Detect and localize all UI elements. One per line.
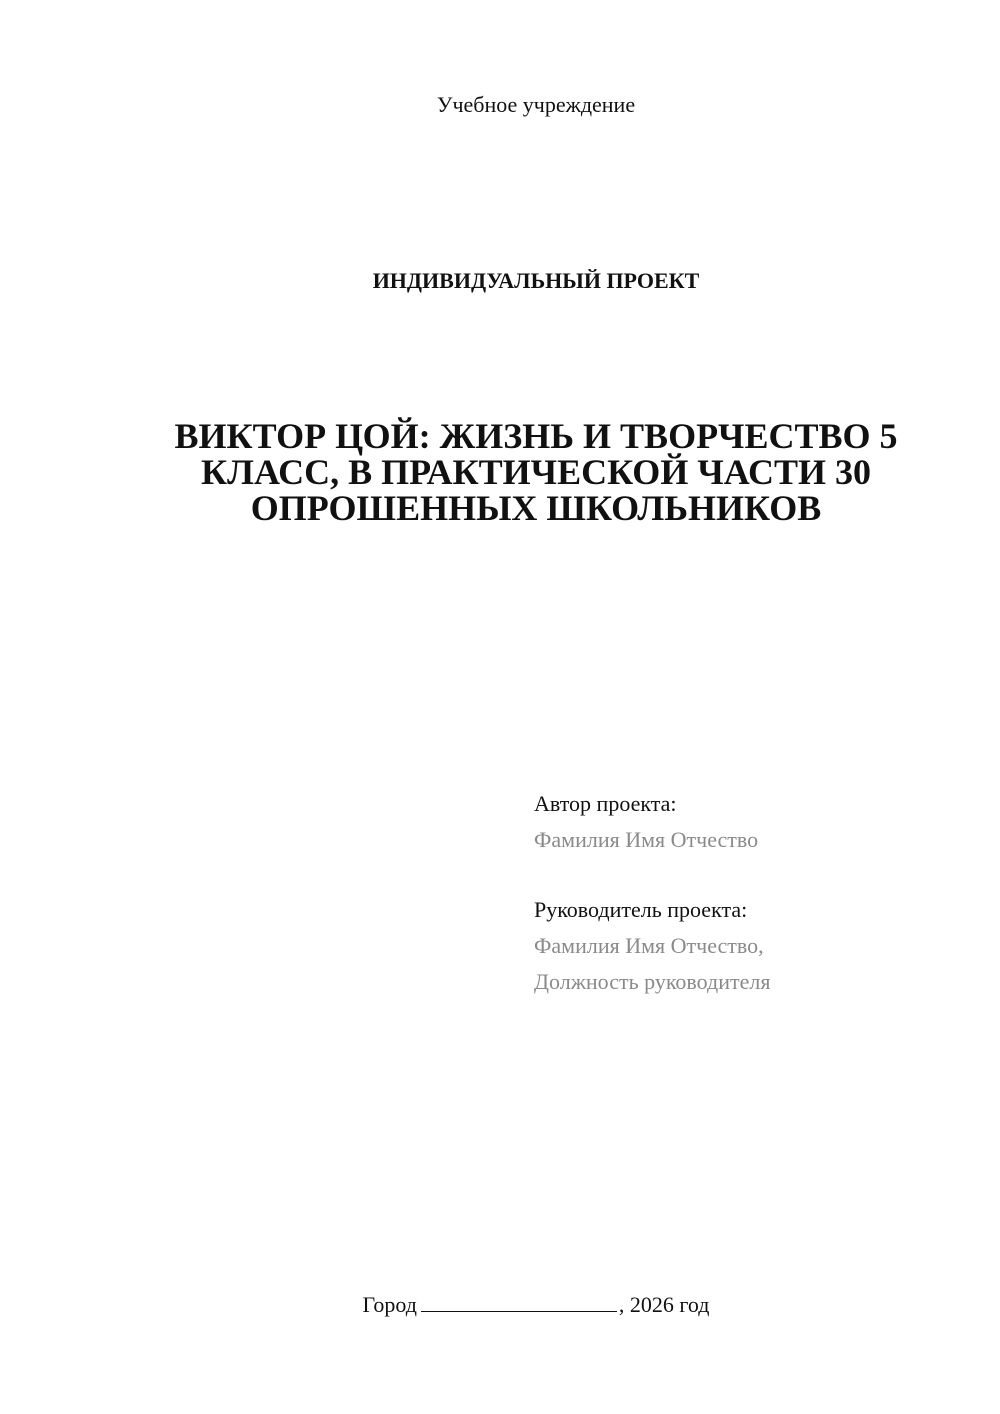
author-block (534, 786, 974, 858)
project-title-line-2: КЛАСС, В ПРАКТИЧЕСКОЙ ЧАСТИ 30 (201, 452, 871, 492)
city-label: Город (362, 1292, 417, 1317)
project-title-line-1: ВИКТОР ЦОЙ: ЖИЗНЬ И ТВОРЧЕСТВО 5 (174, 416, 898, 456)
supervisor-name-placeholder: Фамилия Имя Отчество, (534, 933, 764, 958)
supervisor-block (534, 892, 974, 1000)
credits-section (534, 786, 974, 1000)
year-text: , 2026 год (618, 1292, 710, 1317)
author-name-placeholder: Фамилия Имя Отчество (534, 827, 759, 852)
supervisor-position-placeholder: Должность руководителя (534, 969, 771, 994)
institution-name: Учебное учреждение (436, 92, 636, 117)
project-type-heading: ИНДИВИДУАЛЬНЫЙ ПРОЕКТ (372, 268, 700, 293)
supervisor-label: Руководитель проекта: (534, 897, 748, 922)
project-title (140, 418, 932, 526)
author-label: Автор проекта: (534, 791, 677, 816)
city-blank-underline (421, 1291, 617, 1312)
city-year-line (0, 1290, 1000, 1320)
project-title-line-3: ОПРОШЕННЫХ ШКОЛЬНИКОВ (250, 488, 822, 528)
